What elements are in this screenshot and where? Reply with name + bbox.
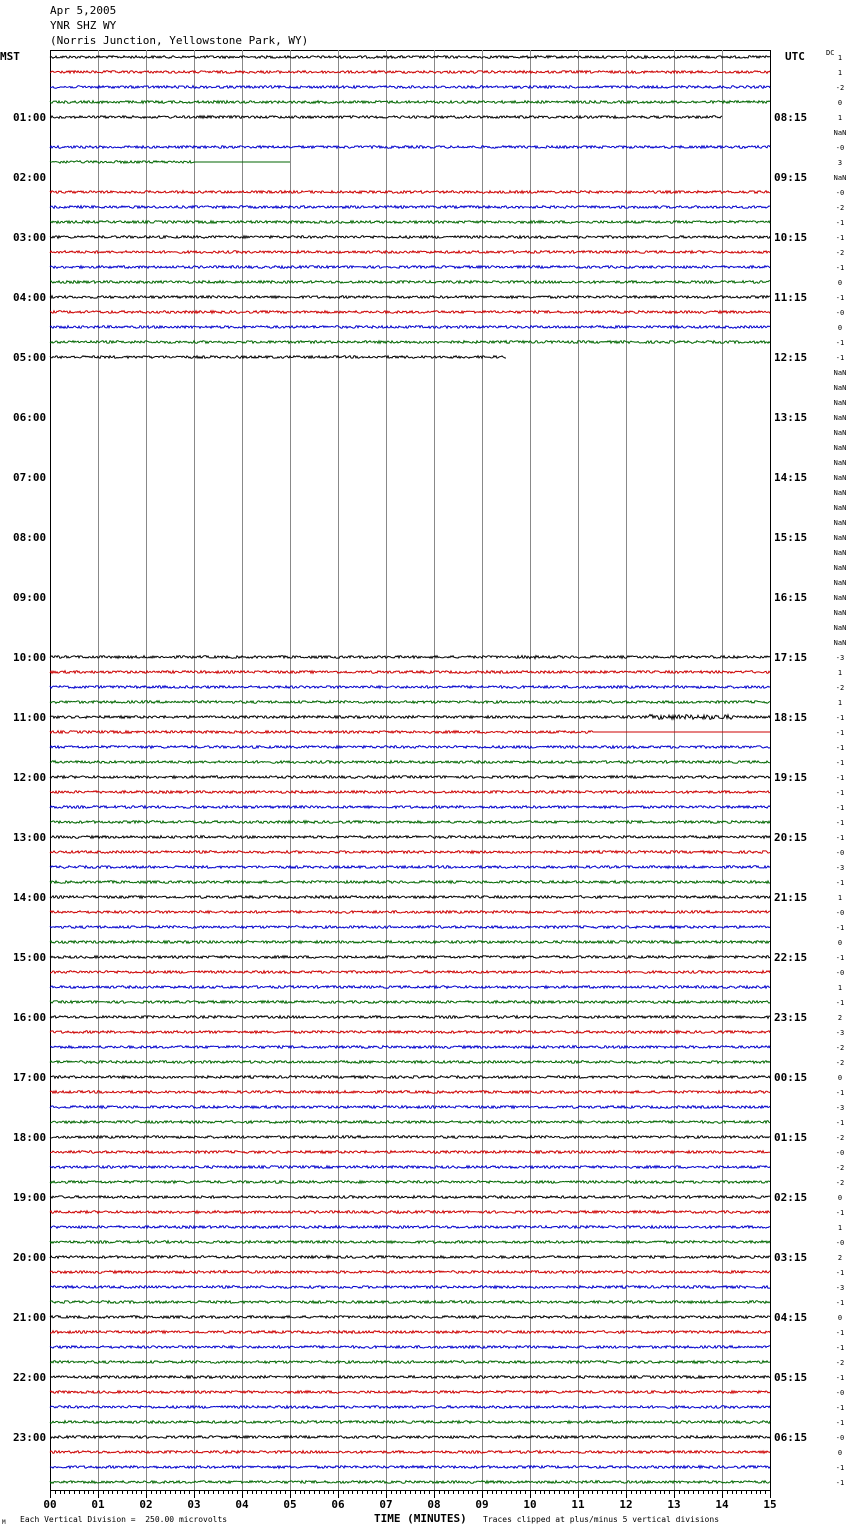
trace-line (50, 71, 770, 74)
dc-offset-label: -1 (835, 234, 845, 242)
dc-offset-label: -1 (835, 729, 845, 737)
dc-offset-label: -1 (835, 744, 845, 752)
x-tick-label: 04 (235, 1498, 249, 1511)
trace-line (50, 1061, 770, 1064)
utc-hour-label: 00:15 (774, 1071, 808, 1084)
trace-line (50, 86, 770, 89)
trace-line (50, 161, 290, 164)
trace-line (50, 1031, 770, 1034)
mst-hour-label: 06:00 (13, 411, 47, 424)
mst-hour-label: 14:00 (13, 891, 47, 904)
dc-offset-label: NaN (833, 504, 847, 512)
dc-offset-label: -2 (835, 84, 845, 92)
dc-offset-label: -1 (835, 1344, 845, 1352)
dc-offset-label: 0 (837, 99, 843, 107)
dc-offset-label: NaN (833, 489, 847, 497)
dc-offset-label: -3 (835, 654, 845, 662)
dc-offset-label: NaN (833, 564, 847, 572)
dc-offset-label: -1 (835, 1299, 845, 1307)
x-tick-label: 15 (763, 1498, 777, 1511)
dc-offset-label: -1 (835, 1269, 845, 1277)
trace-line (50, 1151, 770, 1154)
trace-line (50, 761, 770, 764)
dc-offset-label: -3 (835, 1029, 845, 1037)
utc-hour-label: 03:15 (774, 1251, 808, 1264)
dc-offset-label: NaN (833, 639, 847, 647)
trace-line (50, 1166, 770, 1169)
dc-offset-label: -2 (835, 249, 845, 257)
utc-hour-label: 21:15 (774, 891, 808, 904)
trace-line (50, 281, 770, 284)
trace-line (50, 1421, 770, 1424)
dc-offset-label: NaN (833, 429, 847, 437)
trace-line (50, 1211, 770, 1214)
dc-offset-label: 3 (837, 159, 843, 167)
location-label: (Norris Junction, Yellowstone Park, WY) (50, 34, 309, 47)
dc-offset-label: -1 (835, 714, 845, 722)
dc-offset-label: -1 (835, 1119, 845, 1127)
trace-line (50, 221, 770, 224)
trace-line (50, 821, 770, 824)
trace-line (50, 911, 770, 914)
utc-hour-label: 20:15 (774, 831, 808, 844)
dc-offset-label: -1 (835, 1404, 845, 1412)
dc-offset-label: -0 (835, 1434, 845, 1442)
trace-line (50, 1271, 770, 1274)
mst-hour-label: 02:00 (13, 171, 47, 184)
trace-line (50, 1406, 770, 1409)
trace-line (50, 236, 770, 239)
dc-offset-label: NaN (833, 579, 847, 587)
mst-hour-label: 07:00 (13, 471, 47, 484)
dc-offset-label: 1 (837, 984, 843, 992)
dc-offset-label: -1 (835, 1329, 845, 1337)
dc-offset-label: -1 (835, 1374, 845, 1382)
trace-line (50, 356, 506, 359)
trace-line (50, 1046, 770, 1049)
trace-line (50, 1256, 770, 1259)
trace-line (50, 656, 770, 659)
trace-line (50, 1361, 770, 1364)
dc-offset-label: 0 (837, 1194, 843, 1202)
trace-line (50, 806, 770, 809)
dc-offset-label: -0 (835, 1389, 845, 1397)
trace-line (50, 851, 770, 854)
trace-line (50, 896, 770, 899)
dc-offset-label: -1 (835, 759, 845, 767)
mst-hour-label: 23:00 (13, 1431, 47, 1444)
x-tick-label: 08 (427, 1498, 441, 1511)
trace-line (50, 1436, 770, 1439)
mst-hour-label: 16:00 (13, 1011, 47, 1024)
utc-hour-label: 10:15 (774, 231, 808, 244)
x-tick-label: 00 (43, 1498, 57, 1511)
dc-offset-label: NaN (833, 609, 847, 617)
mst-hour-label: 18:00 (13, 1131, 47, 1144)
dc-offset-label: -1 (835, 219, 845, 227)
dc-offset-label: NaN (833, 474, 847, 482)
trace-line (50, 1481, 770, 1484)
trace-line (50, 715, 770, 720)
corner-mark: M (2, 1519, 6, 1526)
utc-hour-label: 14:15 (774, 471, 808, 484)
dc-column-label: DC (826, 49, 835, 57)
utc-hour-label: 18:15 (774, 711, 808, 724)
trace-line (50, 836, 770, 839)
trace-line (50, 1106, 770, 1109)
dc-offset-label: 1 (837, 699, 843, 707)
dc-offset-label: -2 (835, 1059, 845, 1067)
trace-line (50, 1091, 770, 1094)
trace-line (50, 971, 770, 974)
mst-hour-label: 12:00 (13, 771, 47, 784)
x-tick-label: 02 (139, 1498, 153, 1511)
dc-offset-label: 0 (837, 1314, 843, 1322)
trace-line (50, 251, 770, 254)
trace-line (50, 1196, 770, 1199)
dc-offset-label: -1 (835, 819, 845, 827)
trace-line (50, 1466, 770, 1469)
trace-line (50, 1331, 770, 1334)
utc-hour-label: 12:15 (774, 351, 808, 364)
dc-offset-label: NaN (833, 459, 847, 467)
dc-offset-label: 1 (837, 54, 843, 62)
dc-offset-label: NaN (833, 399, 847, 407)
dc-offset-label: -2 (835, 1164, 845, 1172)
trace-line (50, 671, 770, 674)
dc-offset-label: NaN (833, 534, 847, 542)
trace-line (50, 956, 770, 959)
dc-offset-label: -0 (835, 189, 845, 197)
x-tick-label: 14 (715, 1498, 729, 1511)
dc-offset-label: -1 (835, 999, 845, 1007)
utc-hour-label: 08:15 (774, 111, 808, 124)
mst-hour-label: 04:00 (13, 291, 47, 304)
x-tick-label: 07 (379, 1498, 393, 1511)
dc-offset-label: 2 (837, 1254, 843, 1262)
dc-offset-label: 1 (837, 894, 843, 902)
utc-hour-label: 02:15 (774, 1191, 808, 1204)
mst-hour-label: 19:00 (13, 1191, 47, 1204)
dc-offset-label: 1 (837, 669, 843, 677)
trace-line (50, 1181, 770, 1184)
dc-offset-label: -0 (835, 1239, 845, 1247)
dc-offset-label: -1 (835, 294, 845, 302)
trace-line (50, 1451, 770, 1454)
dc-offset-label: NaN (833, 444, 847, 452)
utc-hour-label: 11:15 (774, 291, 808, 304)
trace-line (50, 206, 770, 209)
x-tick-label: 06 (331, 1498, 345, 1511)
utc-hour-label: 13:15 (774, 411, 808, 424)
dc-offset-label: 0 (837, 939, 843, 947)
trace-line (50, 1136, 770, 1139)
trace-line (50, 941, 770, 944)
station-label: YNR SHZ WY (50, 19, 117, 32)
trace-line (50, 1301, 770, 1304)
dc-offset-label: -1 (835, 1464, 845, 1472)
trace-line (50, 266, 770, 269)
mst-hour-label: 20:00 (13, 1251, 47, 1264)
x-tick-label: 11 (571, 1498, 585, 1511)
dc-offset-label: 0 (837, 324, 843, 332)
dc-offset-label: -2 (835, 1359, 845, 1367)
dc-offset-label: -1 (835, 954, 845, 962)
mst-hour-label: 15:00 (13, 951, 47, 964)
dc-offset-label: 0 (837, 279, 843, 287)
dc-offset-label: -1 (835, 924, 845, 932)
dc-offset-label: -1 (835, 339, 845, 347)
mst-hour-label: 17:00 (13, 1071, 47, 1084)
dc-offset-label: -0 (835, 144, 845, 152)
trace-line (50, 686, 770, 689)
trace-line (50, 146, 770, 149)
dc-offset-label: -3 (835, 1284, 845, 1292)
dc-offset-label: -0 (835, 1149, 845, 1157)
trace-line (50, 1316, 770, 1319)
trace-line (50, 926, 770, 929)
trace-line (50, 1286, 770, 1289)
x-tick-label: 01 (91, 1498, 105, 1511)
dc-offset-label: -1 (835, 1089, 845, 1097)
x-tick-label: 12 (619, 1498, 633, 1511)
mst-hour-label: 13:00 (13, 831, 47, 844)
trace-line (50, 326, 770, 329)
utc-hour-label: 05:15 (774, 1371, 808, 1384)
trace-line (50, 731, 770, 734)
trace-line (50, 296, 770, 299)
mst-hour-label: 03:00 (13, 231, 47, 244)
trace-line (50, 56, 770, 59)
dc-offset-label: NaN (833, 414, 847, 422)
dc-offset-label: 0 (837, 1449, 843, 1457)
dc-offset-label: -1 (835, 1419, 845, 1427)
dc-offset-label: -3 (835, 864, 845, 872)
x-tick-label: 13 (667, 1498, 681, 1511)
utc-hour-label: 17:15 (774, 651, 808, 664)
trace-line (50, 191, 770, 194)
dc-offset-label: -0 (835, 309, 845, 317)
x-tick-label: 09 (475, 1498, 489, 1511)
trace-line (50, 311, 770, 314)
trace-line (50, 341, 770, 344)
trace-line (50, 1391, 770, 1394)
trace-line (50, 701, 770, 704)
dc-offset-label: NaN (833, 369, 847, 377)
dc-offset-label: -1 (835, 1209, 845, 1217)
mst-hour-label: 09:00 (13, 591, 47, 604)
utc-hour-label: 01:15 (774, 1131, 808, 1144)
x-axis-title: TIME (MINUTES) (374, 1512, 467, 1525)
trace-line (50, 776, 770, 779)
date-label: Apr 5,2005 (50, 4, 117, 17)
x-tick-label: 05 (283, 1498, 297, 1511)
dc-offset-label: NaN (833, 624, 847, 632)
dc-offset-label: NaN (833, 129, 847, 137)
dc-offset-label: NaN (833, 519, 847, 527)
mst-hour-label: 01:00 (13, 111, 47, 124)
utc-hour-label: 16:15 (774, 591, 808, 604)
utc-axis-label: UTC (785, 50, 805, 63)
x-tick-label: 03 (187, 1498, 201, 1511)
mst-hour-label: 05:00 (13, 351, 47, 364)
mst-hour-label: 10:00 (13, 651, 47, 664)
dc-offset-label: 1 (837, 69, 843, 77)
dc-offset-label: 1 (837, 114, 843, 122)
trace-line (50, 746, 770, 749)
mst-axis-label: MST (0, 50, 20, 63)
dc-offset-label: -1 (835, 264, 845, 272)
utc-hour-label: 15:15 (774, 531, 808, 544)
dc-offset-label: -1 (835, 804, 845, 812)
mst-hour-label: 22:00 (13, 1371, 47, 1384)
utc-hour-label: 22:15 (774, 951, 808, 964)
utc-hour-label: 23:15 (774, 1011, 808, 1024)
dc-offset-label: -2 (835, 1179, 845, 1187)
mst-hour-label: 21:00 (13, 1311, 47, 1324)
clip-note: Traces clipped at plus/minus 5 vertical divisions (483, 1515, 720, 1524)
dc-offset-label: NaN (833, 174, 847, 182)
dc-offset-label: 0 (837, 1074, 843, 1082)
dc-offset-label: -0 (835, 909, 845, 917)
dc-offset-label: -0 (835, 969, 845, 977)
trace-line (50, 101, 770, 104)
trace-line (50, 1076, 770, 1079)
dc-offset-label: -1 (835, 1479, 845, 1487)
trace-line (50, 1121, 770, 1124)
dc-offset-label: NaN (833, 384, 847, 392)
trace-line (50, 1226, 770, 1229)
trace-line (50, 1016, 770, 1019)
dc-offset-label: -1 (835, 789, 845, 797)
trace-line (50, 1376, 770, 1379)
utc-hour-label: 19:15 (774, 771, 808, 784)
mst-hour-label: 08:00 (13, 531, 47, 544)
dc-offset-label: 1 (837, 1224, 843, 1232)
mst-hour-label: 11:00 (13, 711, 47, 724)
dc-offset-label: -1 (835, 879, 845, 887)
dc-offset-label: -2 (835, 1044, 845, 1052)
scale-note: Each Vertical Division = 250.00 microvolts (20, 1515, 228, 1524)
x-tick-label: 10 (523, 1498, 537, 1511)
dc-offset-label: NaN (833, 549, 847, 557)
dc-offset-label: -3 (835, 1104, 845, 1112)
dc-offset-label: NaN (833, 594, 847, 602)
dc-offset-label: -2 (835, 1134, 845, 1142)
dc-offset-label: -1 (835, 354, 845, 362)
dc-offset-label: -2 (835, 684, 845, 692)
dc-offset-label: -2 (835, 204, 845, 212)
trace-line (50, 986, 770, 989)
dc-offset-label: -1 (835, 834, 845, 842)
trace-line (50, 1001, 770, 1004)
trace-line (50, 1241, 770, 1244)
dc-offset-label: -0 (835, 849, 845, 857)
trace-line (50, 881, 770, 884)
dc-offset-label: 2 (837, 1014, 843, 1022)
utc-hour-label: 09:15 (774, 171, 808, 184)
trace-line (50, 1346, 770, 1349)
dc-offset-label: -1 (835, 774, 845, 782)
trace-line (50, 791, 770, 794)
utc-hour-label: 04:15 (774, 1311, 808, 1324)
utc-hour-label: 06:15 (774, 1431, 808, 1444)
trace-line (50, 866, 770, 869)
